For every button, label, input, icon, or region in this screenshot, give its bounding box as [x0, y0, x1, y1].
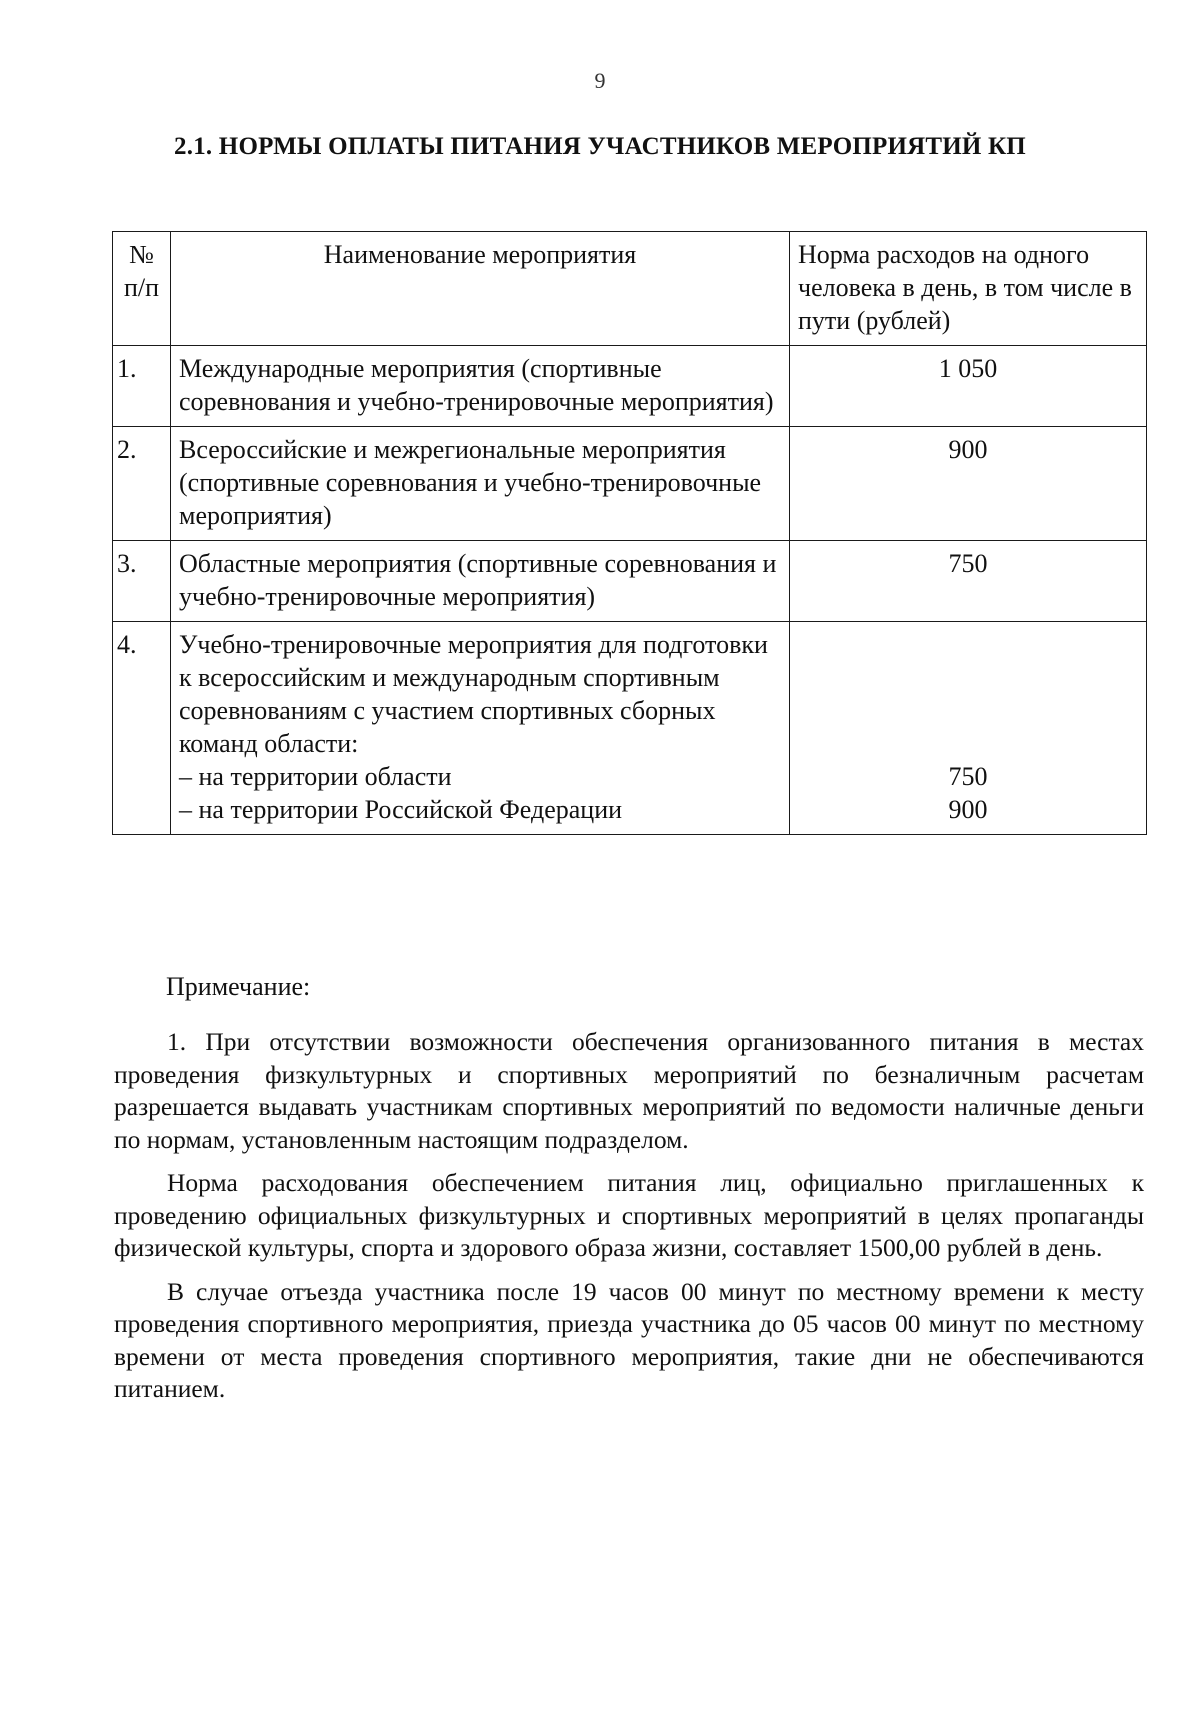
row-event-name — [171, 622, 790, 835]
document-title: 2.1. НОРМЫ ОПЛАТЫ ПИТАНИЯ УЧАСТНИКОВ МЕРОПРИЯТИЙ КП — [174, 133, 1026, 160]
row-number: 1. — [113, 346, 171, 427]
header-event-name: Наименование мероприятия — [171, 232, 790, 346]
norm-federation-value: 900 — [948, 795, 988, 824]
table-row — [113, 622, 1147, 835]
row-expense-norm: 1 050 — [790, 346, 1147, 427]
row-expense-norm: 900 — [790, 427, 1147, 541]
page-number: 9 — [594, 68, 606, 93]
row-event-name-main: Учебно-тренировочные мероприятия для подготовки к всероссийским и международным спортивным соревнованиям с участием спортивных сборных команд области: — [179, 630, 768, 758]
row-number: 2. — [113, 427, 171, 541]
table-row — [113, 541, 1147, 622]
table-row — [113, 346, 1147, 427]
note-paragraph-3: В случае отъезда участника после 19 часов 00 минут по местному времени к месту проведения спортивного мероприятия, приезда участника до 05 часов 00 минут по местному времени от места проведения спортивного мероприятия, такие дни не обеспечиваются питанием. — [114, 1276, 1144, 1403]
norms-table — [112, 231, 1147, 835]
row-event-name: Всероссийские и межрегиональные мероприятия (спортивные соревнования и учебно-тренировочные мероприятия) — [171, 427, 790, 541]
notes-body — [114, 1026, 1144, 1417]
note-paragraph-1: 1. При отсутствии возможности обеспечения организованного питания в местах проведения физкультурных и спортивных мероприятий по безналичным расчетам разрешается выдавать участникам спортивных мероприятий по ведомости наличные деньги по нормам, установленным настоящим подразделом. — [114, 1027, 1144, 1154]
table-row — [113, 427, 1147, 541]
norm-region-value: 750 — [948, 762, 988, 791]
note-paragraph-2: Норма расходования обеспечением питания лиц, официально приглашенных к проведению официальных физкультурных и спортивных мероприятий в целях пропаганды физической культуры, спорта и здорового образа жизни, составляет 1500,00 рублей в день. — [114, 1168, 1144, 1262]
norm-spacer — [796, 628, 1140, 760]
row-expense-norm — [790, 622, 1147, 835]
row-sub-item-region: – на территории области — [179, 762, 452, 791]
header-number: № п/п — [113, 232, 171, 346]
row-event-name: Международные мероприятия (спортивные соревнования и учебно-тренировочные мероприятия) — [171, 346, 790, 427]
row-expense-norm: 750 — [790, 541, 1147, 622]
row-number: 4. — [113, 622, 171, 835]
row-event-name: Областные мероприятия (спортивные соревнования и учебно-тренировочные мероприятия) — [171, 541, 790, 622]
row-sub-item-federation: – на территории Российской Федерации — [179, 795, 623, 824]
row-number: 3. — [113, 541, 171, 622]
header-expense-norm: Норма расходов на одного человека в день, в том числе в пути (рублей) — [790, 232, 1147, 346]
table-header-row — [113, 232, 1147, 346]
notes-label: Примечание: — [166, 972, 311, 1001]
